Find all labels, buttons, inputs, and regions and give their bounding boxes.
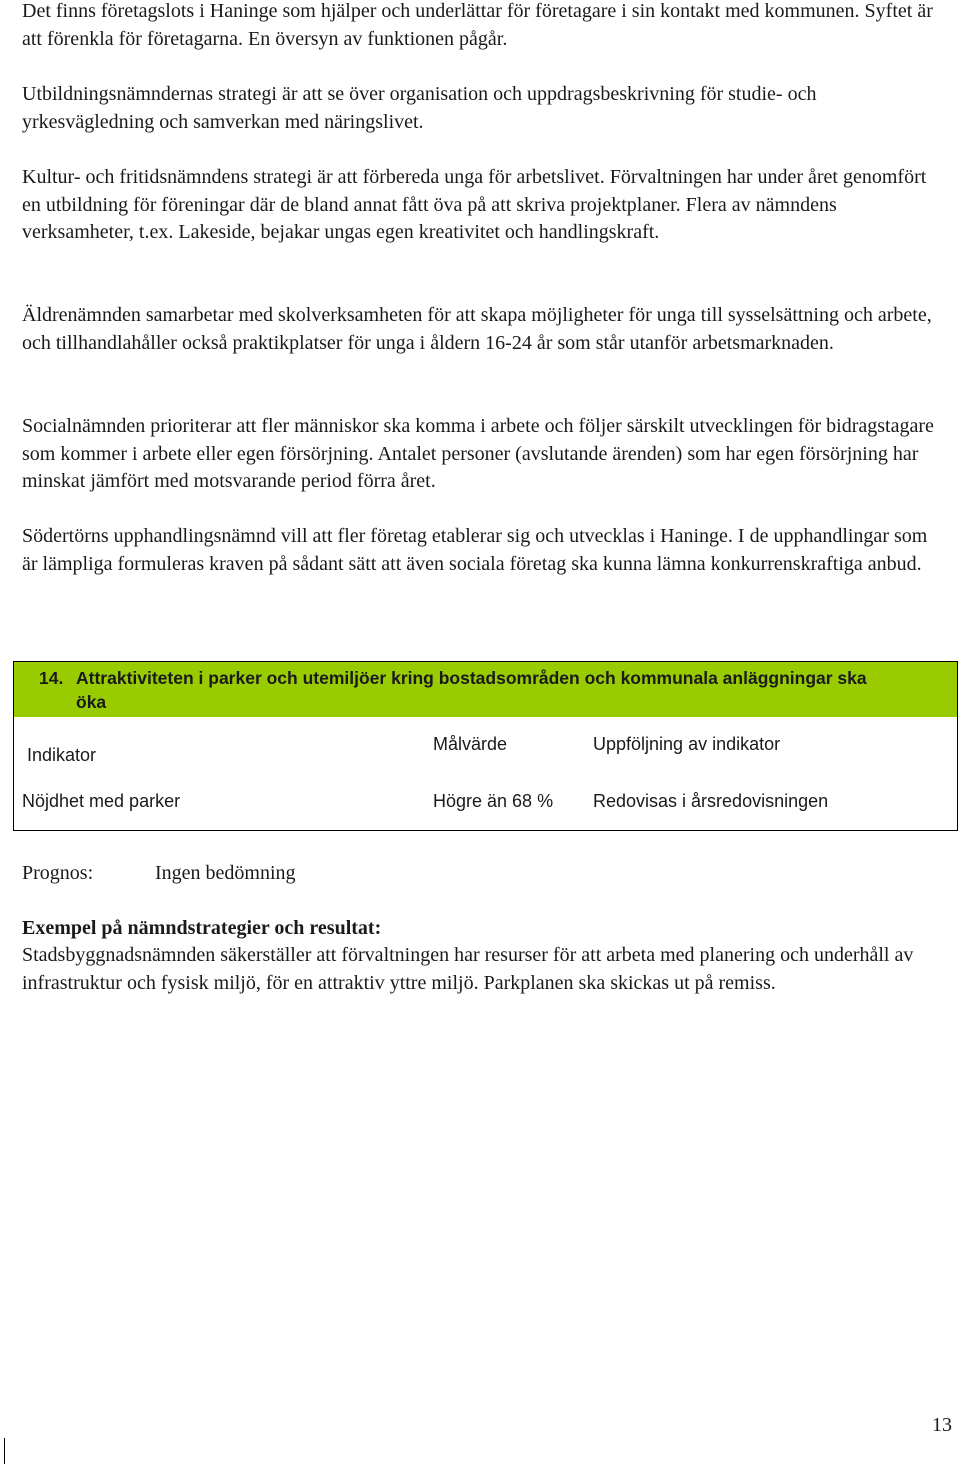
row-target-value: Högre än 68 % [433, 791, 554, 811]
paragraph-socialnamnden: Socialnämnden prioriterar att fler människor ska komma i arbete och följer särskilt utvecklingen för bidragstagare som kommer i arbete eller egen försörjning. Antalet personer (avslutande ärenden) som har egen försörjning har minskat jämfört med motsvarande period förra året. [22, 415, 934, 493]
goal-number: 14. [39, 668, 64, 688]
prognos-value: Ingen bedömning [155, 862, 296, 884]
goal-header [14, 662, 957, 717]
paragraph-aldrenamnden: Äldrenämnden samarbetar med skolverksamheten för att skapa möjligheter för unga till sysselsättning och arbete, och tillhandlahåller också praktikplatser för unga i åldern 16-24 år som står utanför arbetsmarknaden. [22, 304, 932, 354]
paragraph-foretagslots: Det finns företagslots i Haninge som hjälper och underlättar för företagare i sin kontakt med kommunen. Syftet är att förenkla för företagarna. En översyn av funktionen pågår. [22, 0, 933, 50]
example-heading: Exempel på nämndstrategier och resultat: [22, 917, 382, 939]
example-text: Stadsbyggnadsnämnden säkerställer att förvaltningen har resurser för att arbeta med planering och underhåll av infrastruktur och fysisk miljö, för en attraktiv yttre miljö. Parkplanen ska skickas ut på remiss. [22, 944, 914, 994]
page-number: 13 [932, 1414, 952, 1436]
row-followup-value: Redovisas i årsredovisningen [593, 791, 829, 811]
prognos-label: Prognos: [22, 862, 94, 884]
goal-box [13, 661, 958, 831]
goal-title: Attraktiviteten i parker och utemiljöer kring bostadsområden och kommunala anläggningar ska öka [76, 668, 867, 712]
column-header-target: Målvärde [433, 734, 508, 754]
column-header-followup: Uppföljning av indikator [593, 734, 781, 754]
margin-bar [4, 1438, 5, 1464]
paragraph-kultur-fritid: Kultur- och fritidsnämndens strategi är att förbereda unga för arbetslivet. Förvaltningen har under året genomfört en utbildning för föreningar där de bland annat fått öva på att skriva projektplaner. Flera av nämndens verksamheter, t.ex. Lakeside, bejakar ungas egen kreativitet och handlingskraft. [22, 166, 927, 244]
row-indicator-value: Nöjdhet med parker [22, 791, 181, 811]
paragraph-utbildningsnamnderna: Utbildningsnämndernas strategi är att se över organisation och uppdragsbeskrivning för studie- och yrkesvägledning och samverkan med näringslivet. [22, 83, 817, 133]
column-header-indicator: Indikator [27, 745, 97, 765]
paragraph-upphandlingsnamnd: Södertörns upphandlingsnämnd vill att fler företag etablerar sig och utvecklas i Haninge. I de upphandlingar som är lämpliga formuleras kraven på sådant sätt att även sociala företag ska kunna lämna konkurrenskraftiga anbud. [22, 525, 928, 575]
